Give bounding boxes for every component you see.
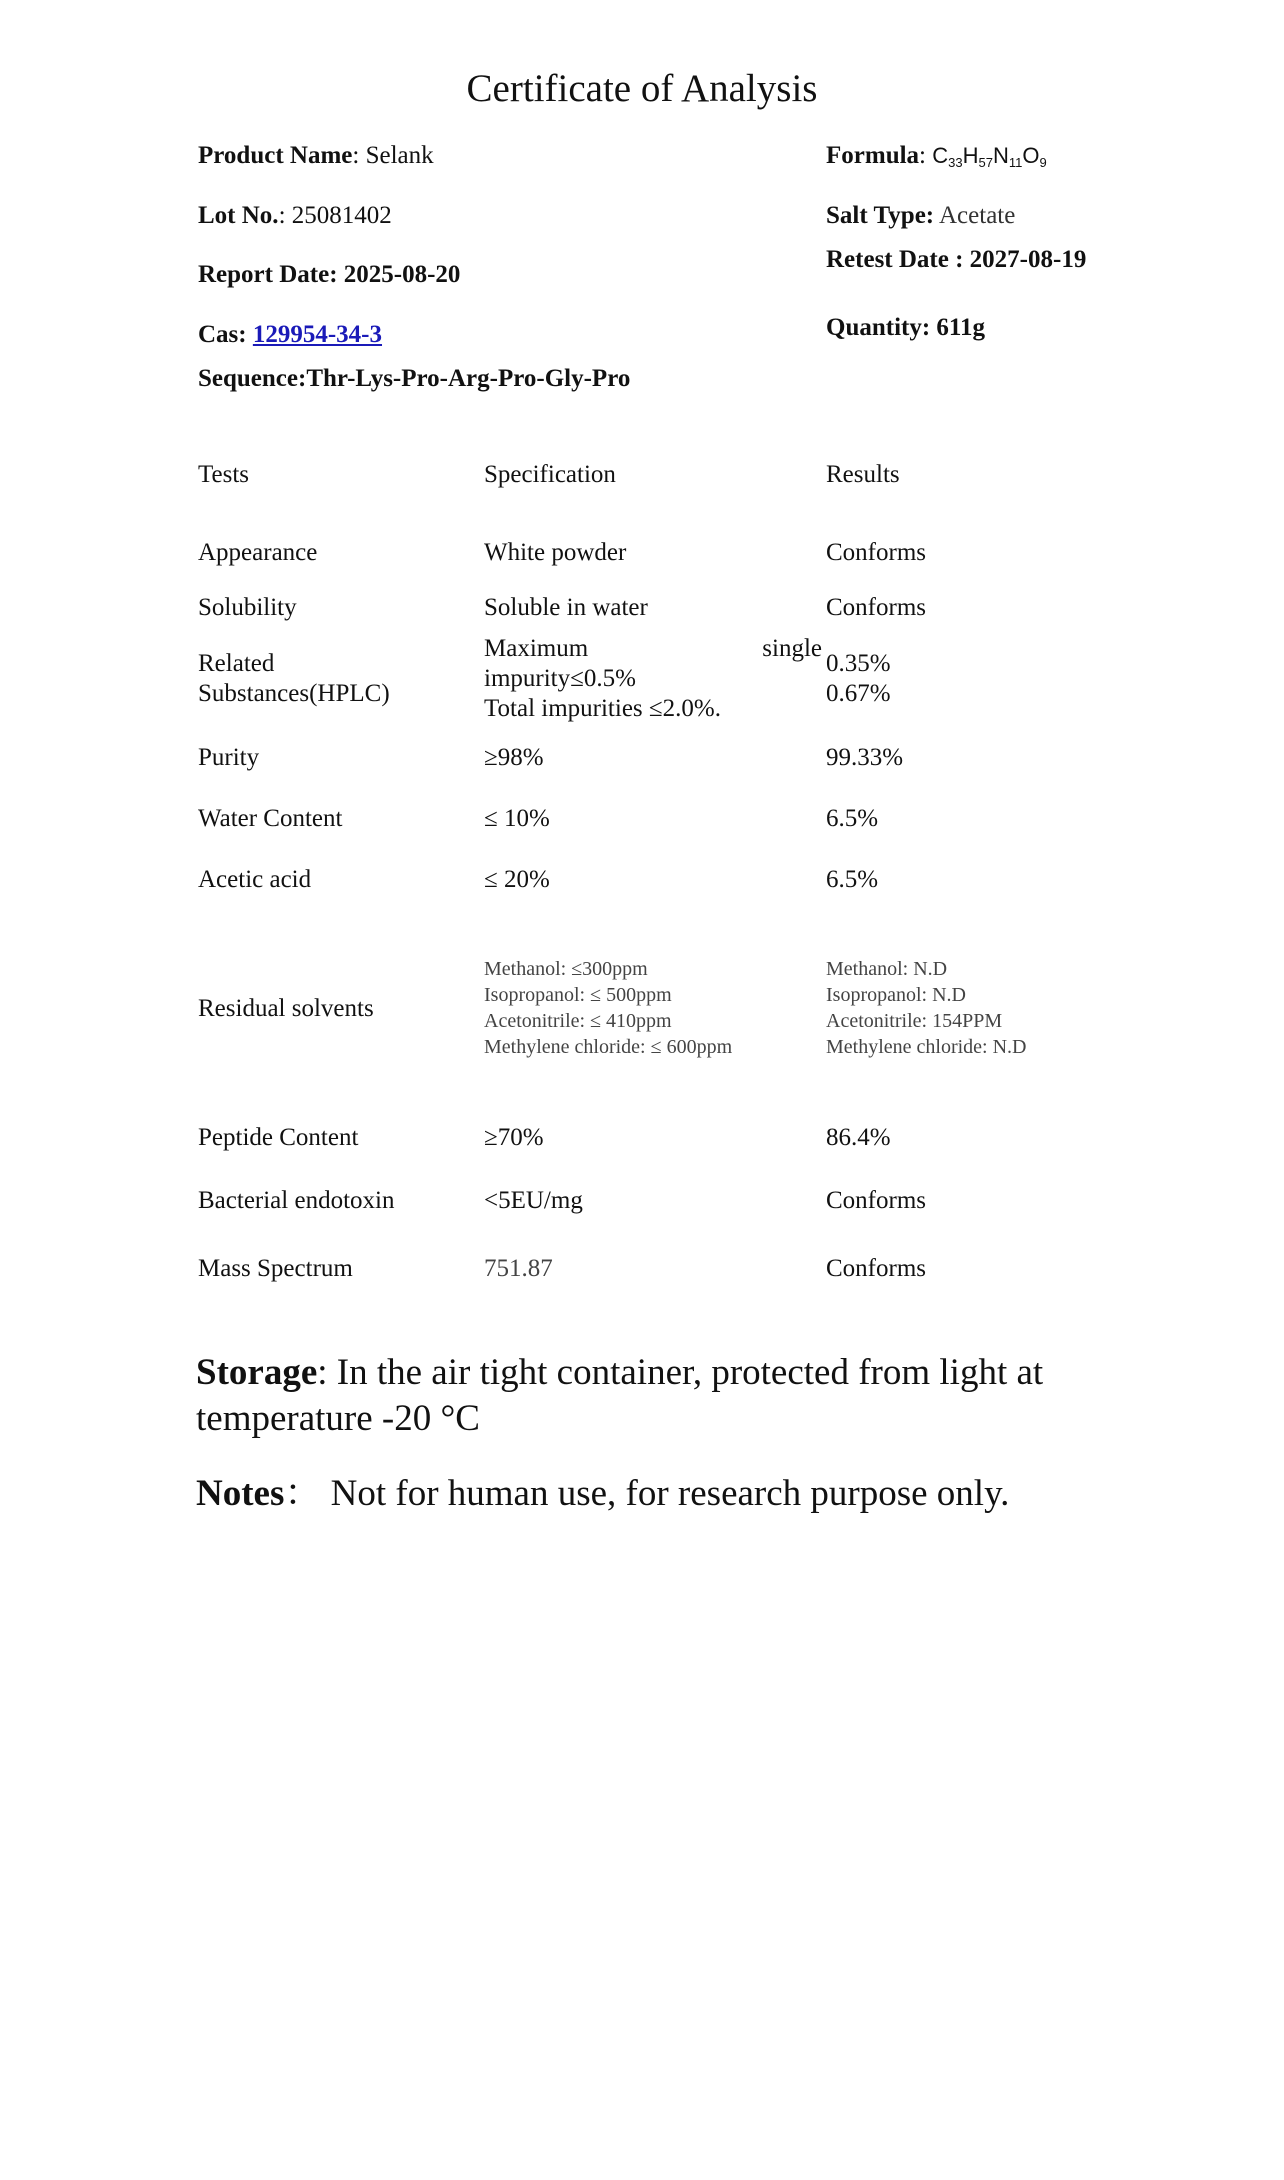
product-name-label: Product Name [198,142,353,169]
formula-sep: : [919,142,933,169]
product-name-value: : Selank [352,142,434,169]
report-date: Report Date: 2025-08-20 [198,261,461,288]
quantity: Quantity: 611g [826,314,986,341]
test-solubility: Solubility [198,594,297,621]
notes-statement [196,1471,1196,1517]
spec-appearance: White powder [484,539,627,566]
notes-label: Notes [196,1473,285,1514]
spec-mass-spectrum: 751.87 [484,1255,553,1282]
header-results: Results [826,461,900,488]
retest-date: Retest Date : 2027-08-19 [826,246,1087,273]
test-acetic-acid: Acetic acid [198,866,312,893]
result-water-content: 6.5% [826,805,879,832]
header-specification: Specification [484,461,616,488]
formula [826,141,1047,178]
result-residual-solvents: Methanol: N.D Isopropanol: N.D Acetonitrile: 154PPM Methylene chloride: N.D [826,958,1027,1058]
result-bacterial-endotoxin: Conforms [826,1187,926,1214]
result-acetic-acid: 6.5% [826,866,879,893]
result-related-substances: 0.35% 0.67% [826,650,891,707]
formula-value: $C_{33}H_{57}N_{11}O_9$ [932,143,1047,170]
test-purity: Purity [198,744,260,771]
test-bacterial-endotoxin: Bacterial endotoxin [198,1187,395,1214]
test-peptide-content: Peptide Content [198,1124,359,1151]
header-tests: Tests [198,461,250,488]
spec-water-content: ≤ 10% [484,805,550,832]
result-solubility: Conforms [826,594,926,621]
storage-text: : In the air tight container, protected from light at temperature -20 °C [196,1352,1044,1439]
test-related-substances: Related Substances(HPLC) [198,650,390,707]
test-appearance: Appearance [198,539,318,566]
spec-peptide-content: ≥70% [484,1124,544,1151]
product-name [198,141,434,171]
lot-label: Lot No. [198,202,279,229]
storage-label: Storage [196,1352,318,1393]
salt-label: Salt Type: [826,202,935,229]
result-peptide-content: 86.4% [826,1124,891,1151]
spec-residual-solvents: Methanol: ≤300ppm Isopropanol: ≤ 500ppm Acetonitrile: ≤ 410ppm Methylene chloride: ≤ 600ppm [484,958,733,1058]
document-title: Certificate of Analysis [466,67,818,110]
spec-acetic-acid: ≤ 20% [484,866,550,893]
notes-text: ： Not for human use, for research purpose only. [284,1473,1010,1514]
formula-label: Formula [826,142,920,169]
salt-value: Acetate [934,202,1016,229]
result-purity: 99.33% [826,744,904,771]
spec-bacterial-endotoxin: <5EU/mg [484,1187,583,1214]
spec-related-substances: Maximum single impurity≤0.5% Total impurities ≤2.0%. [484,635,822,722]
lot-number [198,201,392,231]
spec-solubility: Soluble in water [484,594,648,621]
salt-type [826,201,1015,231]
spec-purity: ≥98% [484,744,544,771]
cas-number [198,320,382,350]
lot-value: : 25081402 [278,202,392,229]
storage-statement [196,1350,1136,1442]
test-mass-spectrum: Mass Spectrum [198,1255,353,1282]
cas-link[interactable]: 129954-34-3 [252,321,383,348]
result-appearance: Conforms [826,539,926,566]
cas-label: Cas: [198,321,253,348]
test-residual-solvents: Residual solvents [198,995,374,1022]
result-mass-spectrum: Conforms [826,1255,926,1282]
test-water-content: Water Content [198,805,343,832]
sequence: Sequence:Thr-Lys-Pro-Arg-Pro-Gly-Pro [198,365,631,392]
